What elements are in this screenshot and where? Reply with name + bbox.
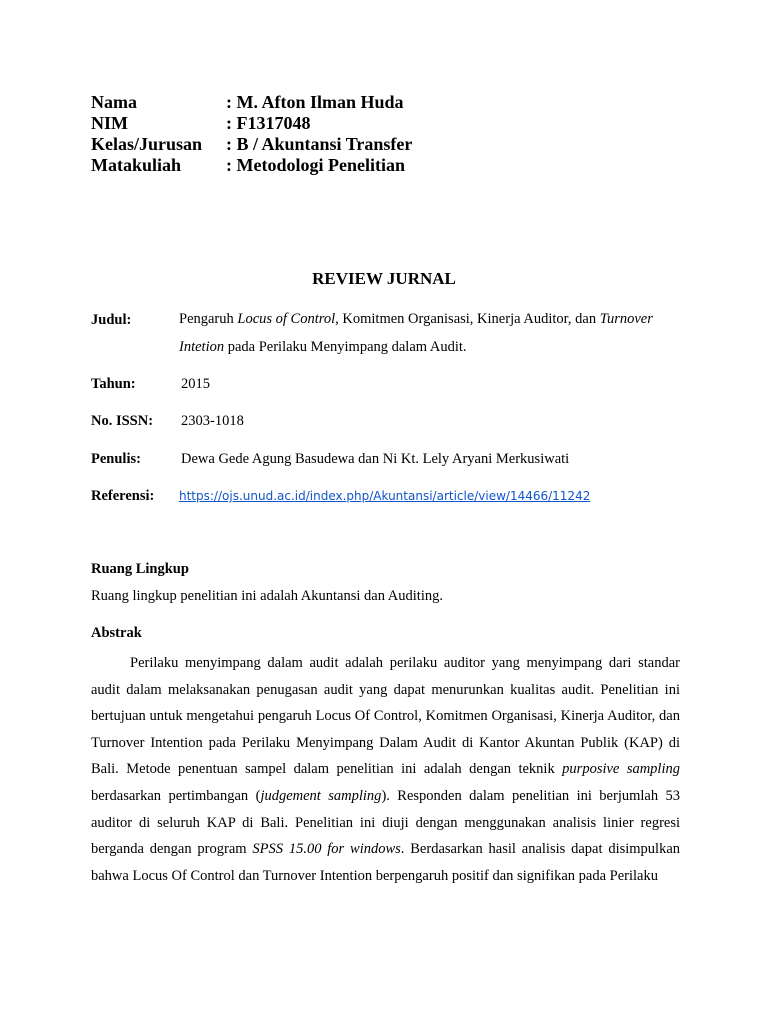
abstract-body xyxy=(91,650,680,889)
page-title: REVIEW JURNAL xyxy=(312,269,456,288)
judul-text: Pengaruh xyxy=(179,311,238,327)
abstract-text: . Berdasarkan hasil analisis dapat disimpulkan bahwa Locus Of Control dan Turnover Intention berpengaruh positif dan signifikan pada Perilaku xyxy=(91,841,681,884)
ruang-lingkup-text: Ruang lingkup penelitian ini adalah Akuntansi dan Auditing. xyxy=(91,588,443,604)
abstract-text: berdasarkan pertimbangan ( xyxy=(91,787,261,804)
meta-label: Tahun: xyxy=(91,376,136,392)
identity-row-nama xyxy=(91,92,412,113)
reference-link[interactable]: https://ojs.unud.ac.id/index.php/Akuntansi/article/view/14466/11242 xyxy=(179,489,591,503)
identity-row-matakuliah xyxy=(91,155,412,176)
abstract-italic: judgement sampling xyxy=(260,787,382,804)
meta-label: Judul: xyxy=(91,312,132,328)
meta-value-issn: 2303-1018 xyxy=(181,413,244,429)
identity-value: : B / Akuntansi Transfer xyxy=(226,134,413,154)
identity-value: : Metodologi Penelitian xyxy=(226,155,405,175)
meta-label: No. ISSN: xyxy=(91,413,154,429)
abstract-italic: purposive sampling xyxy=(562,761,680,778)
judul-text: pada Perilaku Menyimpang dalam Audit. xyxy=(224,339,467,355)
judul-italic: Turnover Intetion xyxy=(179,311,653,355)
meta-value-judul xyxy=(179,305,689,361)
meta-value-penulis: Dewa Gede Agung Basudewa dan Ni Kt. Lely Aryani Merkusiwati xyxy=(181,451,570,467)
meta-label: Referensi: xyxy=(91,488,155,504)
section-heading-ruang-lingkup: Ruang Lingkup xyxy=(91,561,189,577)
identity-label: NIM xyxy=(91,113,128,133)
identity-value: : F1317048 xyxy=(226,113,311,133)
judul-text: , Komitmen Organisasi, Kinerja Auditor, dan xyxy=(335,311,600,327)
abstract-text: Perilaku menyimpang dalam audit adalah perilaku auditor yang menyimpang dari standar audit dalam melaksanakan penugasan audit yang dapat menurunkan kualitas audit. Penelitian ini bertujuan untuk mengetahui pengaruh Locus Of Control, Komitmen Organisasi, Kinerja Auditor, dan Turnover Intention pada Perilaku Menyimpang Dalam Audit di Kantor Akuntan Publik (KAP) di Bali. Metode penentuan sampel dalam penelitian ini adalah dengan teknik xyxy=(91,655,680,778)
abstract-italic: SPSS 15.00 for windows xyxy=(252,841,401,858)
section-heading-abstrak: Abstrak xyxy=(91,625,142,641)
meta-value-tahun: 2015 xyxy=(181,376,210,392)
meta-label: Penulis: xyxy=(91,451,141,467)
identity-row-kelas xyxy=(91,134,412,155)
abstract-paragraph xyxy=(91,650,680,889)
judul-italic: Locus of Control xyxy=(237,311,336,327)
abstract-text: ). Responden dalam penelitian ini berjumlah 53 auditor di seluruh KAP di Bali. Penelitian ini diuji dengan menggunakan analisis linier regresi berganda dengan program xyxy=(91,787,681,858)
identity-label: Kelas/Jurusan xyxy=(91,134,203,154)
identity-label: Matakuliah xyxy=(91,155,182,175)
identity-label: Nama xyxy=(91,92,137,112)
student-identity xyxy=(91,92,412,176)
identity-row-nim xyxy=(91,113,412,134)
identity-value: : M. Afton Ilman Huda xyxy=(226,92,404,112)
